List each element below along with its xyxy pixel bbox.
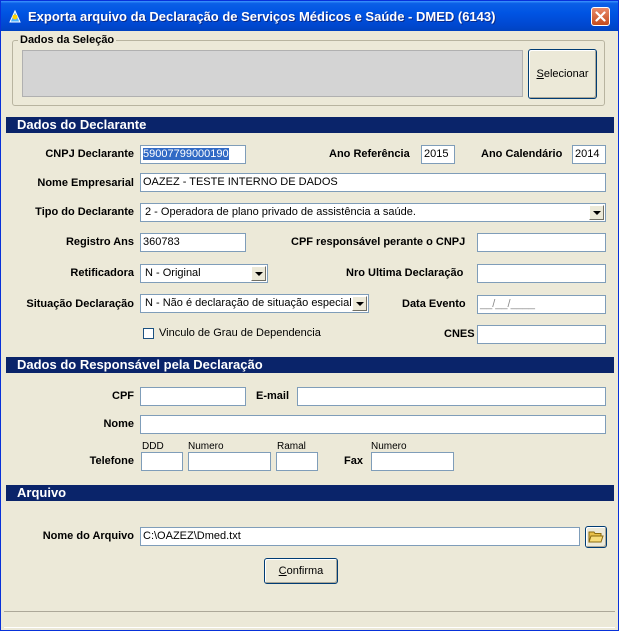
tipo-declarante-select[interactable] bbox=[140, 203, 606, 222]
cnpj-field[interactable] bbox=[140, 145, 246, 164]
confirma-label: onfirma bbox=[286, 565, 324, 577]
chevron-down-icon[interactable] bbox=[352, 296, 367, 311]
confirma-button[interactable] bbox=[264, 558, 338, 584]
ddd-label: DDD bbox=[142, 441, 164, 452]
fax-numero-label: Numero bbox=[371, 441, 407, 452]
nome-empresarial-label: Nome Empresarial bbox=[37, 177, 134, 189]
ramal-label: Ramal bbox=[277, 441, 306, 452]
ano-calendario-label: Ano Calendário bbox=[481, 148, 563, 160]
retificadora-value: N - Original bbox=[145, 267, 201, 279]
selecionar-accel: S bbox=[536, 68, 544, 80]
browse-button[interactable] bbox=[585, 526, 607, 548]
registro-ans-label: Registro Ans bbox=[65, 236, 134, 248]
telefone-label: Telefone bbox=[89, 455, 134, 467]
ano-calendario-field[interactable]: 2014 bbox=[572, 145, 606, 164]
nro-ultima-declaracao-label: Nro Ultima Declaração bbox=[346, 267, 464, 279]
email-label: E-mail bbox=[256, 390, 290, 402]
fax-field[interactable] bbox=[371, 452, 454, 471]
ano-referencia-field[interactable]: 2015 bbox=[421, 145, 455, 164]
responsavel-cpf-field[interactable] bbox=[140, 387, 246, 406]
fax-label: Fax bbox=[344, 455, 363, 467]
cnpj-label: CNPJ Declarante bbox=[45, 148, 134, 160]
responsavel-nome-label: Nome bbox=[103, 418, 134, 430]
retificadora-label: Retificadora bbox=[70, 267, 134, 279]
cpf-responsavel-cnpj-field[interactable] bbox=[477, 233, 606, 252]
nome-arquivo-field[interactable]: C:\OAZEZ\Dmed.txt bbox=[140, 527, 580, 546]
ano-referencia-label: Ano Referência bbox=[329, 148, 410, 160]
cnes-label: CNES bbox=[444, 328, 475, 340]
section-arquivo: Arquivo bbox=[6, 485, 614, 501]
ramal-field[interactable] bbox=[276, 452, 318, 471]
ddd-field[interactable] bbox=[141, 452, 183, 471]
data-evento-field[interactable]: __/__/____ bbox=[477, 295, 606, 314]
status-bar bbox=[4, 611, 615, 628]
retificadora-select[interactable] bbox=[140, 264, 268, 283]
tipo-declarante-label: Tipo do Declarante bbox=[35, 206, 134, 218]
cnes-field[interactable] bbox=[477, 325, 606, 344]
numero-label: Numero bbox=[188, 441, 224, 452]
situacao-declaracao-label: Situação Declaração bbox=[26, 298, 134, 310]
responsavel-nome-field[interactable] bbox=[140, 415, 606, 434]
nome-empresarial-field[interactable]: OAZEZ - TESTE INTERNO DE DADOS bbox=[140, 173, 606, 192]
close-button[interactable] bbox=[591, 7, 610, 26]
close-icon bbox=[595, 11, 606, 22]
vinculo-label: Vinculo de Grau de Dependencia bbox=[159, 327, 321, 339]
nro-ultima-declaracao-field[interactable] bbox=[477, 264, 606, 283]
responsavel-cpf-label: CPF bbox=[112, 390, 134, 402]
app-icon bbox=[7, 8, 23, 24]
confirma-accel: C bbox=[278, 565, 287, 577]
selecionar-label: elecionar bbox=[543, 68, 589, 80]
nome-arquivo-label: Nome do Arquivo bbox=[42, 530, 134, 542]
selecionar-button[interactable] bbox=[528, 49, 597, 99]
situacao-declaracao-select[interactable] bbox=[140, 294, 369, 313]
email-field[interactable] bbox=[297, 387, 606, 406]
chevron-down-icon[interactable] bbox=[589, 205, 604, 220]
section-declarante: Dados do Declarante bbox=[6, 117, 614, 133]
selection-display bbox=[22, 50, 523, 97]
data-evento-label: Data Evento bbox=[402, 298, 466, 310]
registro-ans-field[interactable]: 360783 bbox=[140, 233, 246, 252]
vinculo-checkbox[interactable] bbox=[143, 328, 154, 339]
folder-open-icon bbox=[588, 530, 604, 544]
chevron-down-icon[interactable] bbox=[251, 266, 266, 281]
tipo-declarante-value: 2 - Operadora de plano privado de assistência a saúde. bbox=[145, 206, 416, 218]
selecao-group-label: Dados da Seleção bbox=[20, 34, 115, 46]
numero-field[interactable] bbox=[188, 452, 271, 471]
window-title: Exporta arquivo da Declaração de Serviços Médicos e Saúde - DMED (6143) bbox=[28, 9, 496, 24]
cnpj-value: 59007799000190 bbox=[143, 148, 229, 160]
title-bar[interactable] bbox=[1, 1, 618, 31]
section-responsavel: Dados do Responsável pela Declaração bbox=[6, 357, 614, 373]
situacao-declaracao-value: N - Não é declaração de situação especial bbox=[145, 297, 352, 309]
cpf-responsavel-cnpj-label: CPF responsável perante o CNPJ bbox=[291, 236, 466, 248]
